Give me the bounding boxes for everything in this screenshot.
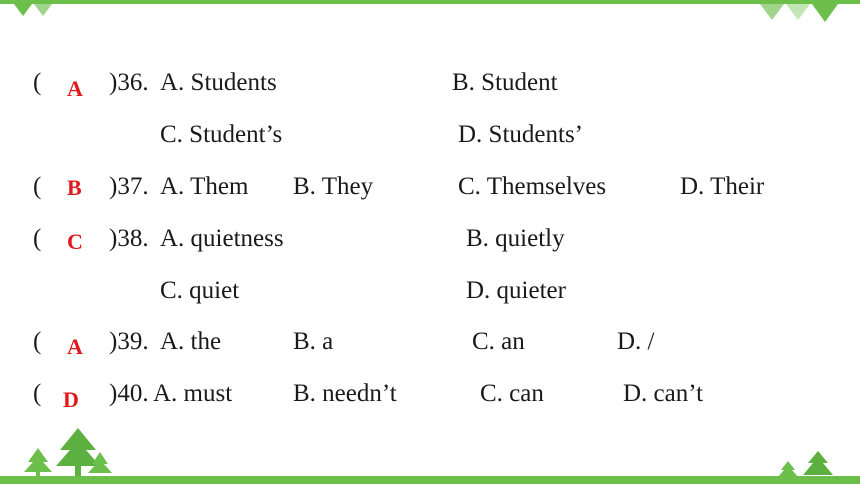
option-c: C. can — [480, 380, 544, 407]
paren-open: ( — [33, 173, 42, 200]
answer-40: D — [63, 387, 79, 412]
option-c: C. quiet — [160, 277, 240, 304]
option-a: A. the — [160, 328, 222, 355]
option-b: B. needn’t — [293, 380, 397, 407]
question-number: )37. — [109, 173, 149, 200]
option-c: C. an — [472, 328, 525, 355]
answer-36: A — [67, 76, 83, 101]
option-d: D. Students’ — [458, 121, 583, 148]
paren-open: ( — [33, 69, 42, 96]
question-number: )40. — [109, 380, 149, 407]
option-b: B. They — [293, 173, 374, 200]
question-number: )36. — [109, 69, 149, 96]
option-b: B. a — [293, 328, 334, 355]
pine-trees-right-icon — [770, 445, 840, 480]
question-number: )39. — [109, 328, 149, 355]
option-c: C. Themselves — [458, 173, 607, 200]
option-c: C. Student’s — [160, 121, 283, 148]
paren-open: ( — [33, 225, 42, 252]
pine-trees-left-icon — [20, 420, 115, 480]
option-d: D. / — [617, 328, 655, 355]
option-a: A. quietness — [160, 225, 284, 252]
paren-open: ( — [33, 328, 42, 355]
option-b: B. quietly — [466, 225, 565, 252]
answer-39: A — [67, 334, 83, 359]
top-accent-bar — [0, 0, 860, 4]
question-number: )38. — [109, 225, 149, 252]
option-d: D. can’t — [623, 380, 704, 407]
answer-37: B — [67, 175, 82, 200]
corner-triangles-right-icon — [755, 0, 860, 26]
answer-38: C — [67, 229, 83, 254]
bottom-accent-bar — [0, 476, 860, 484]
corner-triangles-left-icon — [0, 0, 70, 22]
option-d: D. Their — [680, 173, 765, 200]
paren-open: ( — [33, 380, 42, 407]
option-d: D. quieter — [466, 277, 566, 304]
option-a: A. Students — [160, 69, 277, 96]
option-a: A. must — [153, 380, 233, 407]
option-a: A. Them — [160, 173, 249, 200]
option-b: B. Student — [452, 69, 558, 96]
